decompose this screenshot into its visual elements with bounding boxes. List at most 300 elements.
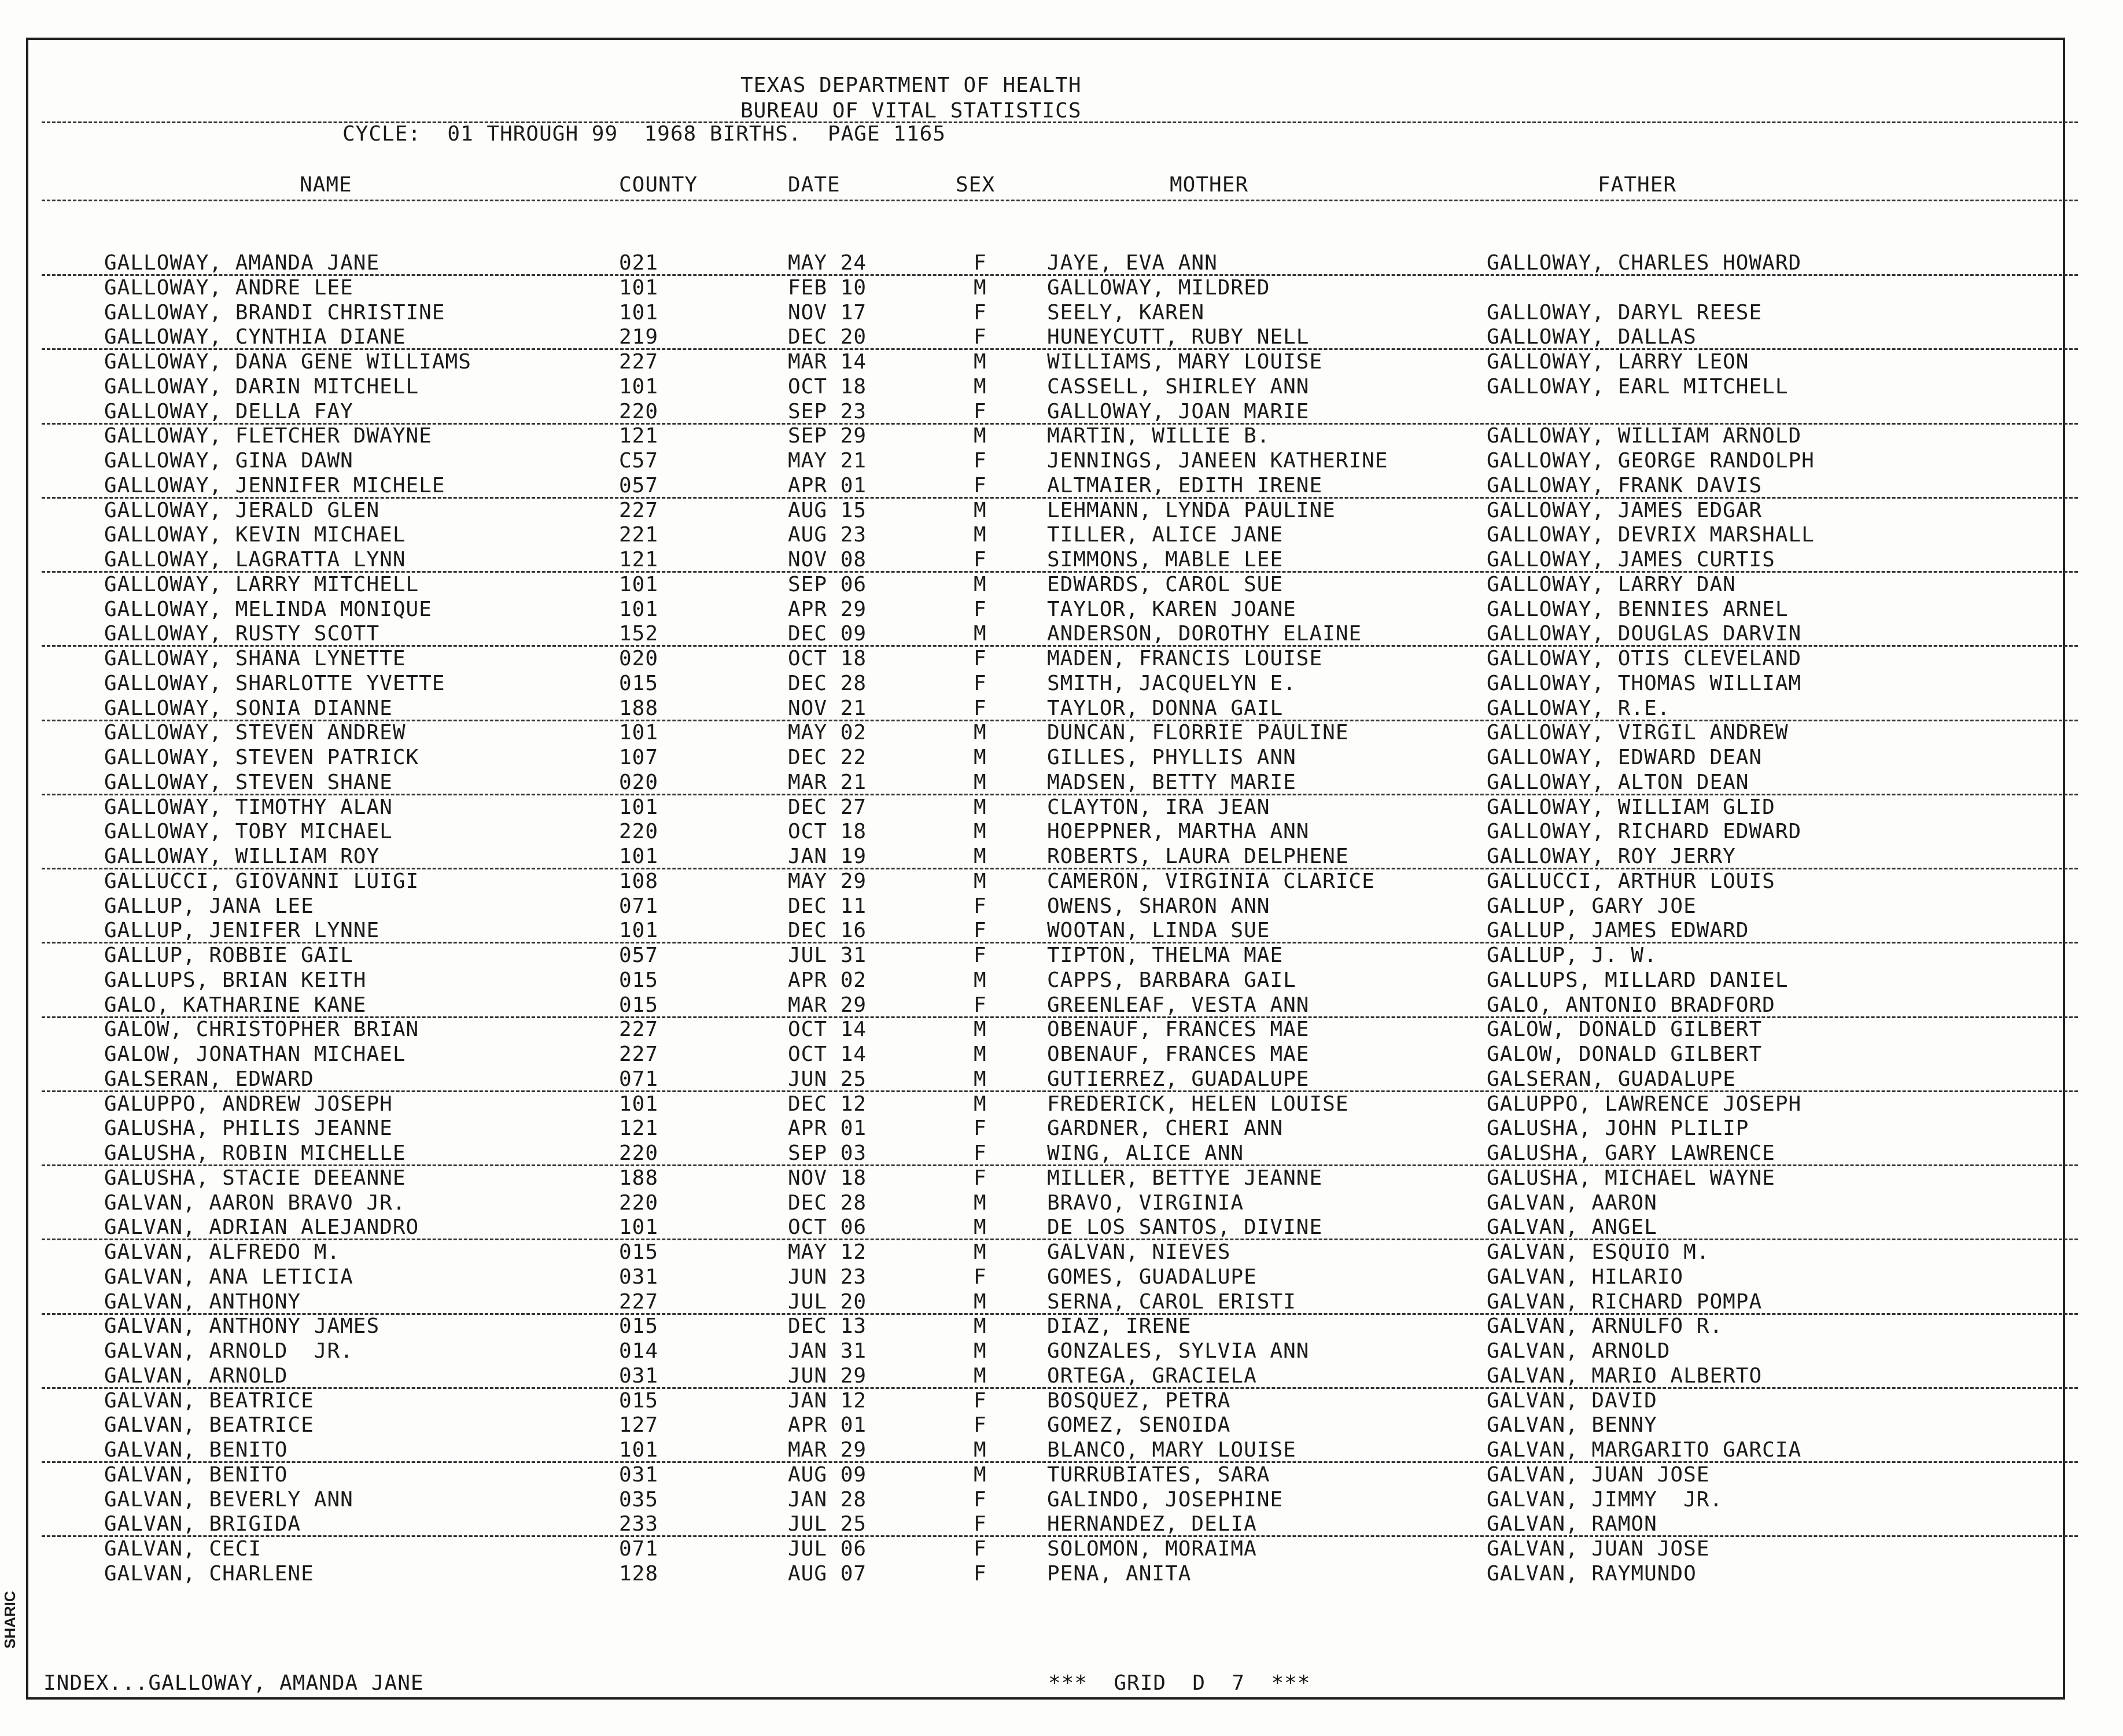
record-mother: HUNEYCUTT, RUBY NELL [1047,325,1310,349]
record-name: GALVAN, BENITO [104,1462,288,1487]
record-sex: F [974,300,987,325]
column-header-father: FATHER [1598,173,1677,197]
record-name: GALLOWAY, MELINDA MONIQUE [104,597,432,621]
record-mother: CAPPS, BARBARA GAIL [1047,968,1296,992]
record-mother: SIMMONS, MABLE LEE [1047,548,1284,572]
record-mother: SERNA, CAROL ERISTI [1047,1289,1296,1314]
record-date: APR 02 [788,968,867,992]
record-name: GALVAN, ADRIAN ALEJANDRO [104,1215,419,1240]
record-county: 015 [619,1240,659,1264]
record-name: GALVAN, BEATRICE [104,1413,314,1438]
cycle-line: CYCLE: 01 THROUGH 99 1968 BIRTHS. PAGE 1165 [342,122,946,146]
record-sex: M [974,820,987,844]
record-mother: SOLOMON, MORAIMA [1047,1537,1257,1561]
record-name: GALLUP, JANA LEE [104,894,314,918]
record-mother: GALLOWAY, MILDRED [1047,275,1270,300]
record-father: GALVAN, MARIO ALBERTO [1487,1363,1763,1388]
record-sex: F [974,1512,987,1536]
record-sex: M [974,275,987,300]
record-date: NOV 08 [788,548,867,572]
record-date: MAY 29 [788,869,867,893]
record-name: GALVAN, BEATRICE [104,1388,314,1413]
record-mother: EDWARDS, CAROL SUE [1047,572,1284,596]
record-father: GALVAN, RICHARD POMPA [1487,1289,1763,1314]
record-father: GALLOWAY, OTIS CLEVELAND [1487,647,1802,670]
record-sex: F [974,671,987,695]
record-date: DEC 28 [788,1190,867,1215]
record-father: GALLOWAY, DOUGLAS DARVIN [1487,622,1802,646]
record-sex: F [974,1561,987,1586]
record-date: SEP 23 [788,399,867,423]
record-name: GALLOWAY, STEVEN PATRICK [104,746,419,769]
record-name: GALSERAN, EDWARD [104,1067,314,1091]
record-father: GALLOWAY, JAMES CURTIS [1487,548,1775,572]
record-county: 227 [619,350,659,374]
record-name: GALUPPO, ANDREW JOSEPH [104,1092,393,1116]
record-date: AUG 07 [788,1561,867,1586]
record-mother: MADSEN, BETTY MARIE [1047,770,1296,794]
record-county: 031 [619,1462,659,1487]
record-name: GALVAN, BENITO [104,1438,288,1462]
record-county: 015 [619,671,659,695]
record-name: GALOW, CHRISTOPHER BRIAN [104,1018,419,1042]
record-sex: M [974,622,987,646]
record-county: 015 [619,993,659,1017]
record-father: GALLOWAY, BENNIES ARNEL [1487,597,1789,621]
record-county: 101 [619,374,659,399]
record-name: GALLUPS, BRIAN KEITH [104,968,367,992]
record-father: GALUPPO, LAWRENCE JOSEPH [1487,1092,1802,1116]
record-name: GALLOWAY, JERALD GLEN [104,498,380,522]
record-father: GALUSHA, MICHAEL WAYNE [1487,1166,1775,1190]
record-sex: M [974,770,987,794]
record-date: DEC 11 [788,894,867,918]
record-name: GALVAN, ANA LETICIA [104,1265,353,1289]
record-father: GALO, ANTONIO BRADFORD [1487,993,1775,1017]
record-mother: GARDNER, CHERI ANN [1047,1116,1284,1141]
record-mother: WILLIAMS, MARY LOUISE [1047,350,1323,374]
index-line: INDEX...GALLOWAY, AMANDA JANE [43,1671,424,1695]
record-county: 101 [619,275,659,300]
record-sex: M [974,1067,987,1091]
record-date: SEP 03 [788,1141,867,1165]
record-county: C57 [619,449,659,473]
record-name: GALVAN, ANTHONY JAMES [104,1314,380,1339]
record-county: 015 [619,1388,659,1413]
record-father: GALVAN, RAMON [1487,1512,1657,1536]
record-sex: M [974,1339,987,1363]
record-date: JUN 23 [788,1265,867,1289]
record-name: GALLOWAY, SHANA LYNETTE [104,647,406,670]
record-date: JUN 25 [788,1067,867,1091]
record-county: 128 [619,1561,659,1586]
record-mother: CLAYTON, IRA JEAN [1047,795,1270,819]
record-date: DEC 27 [788,795,867,819]
record-date: AUG 15 [788,498,867,522]
record-father: GALOW, DONALD GILBERT [1487,1018,1763,1042]
record-county: 031 [619,1363,659,1388]
record-sex: M [974,350,987,374]
record-mother: GONZALES, SYLVIA ANN [1047,1339,1310,1363]
record-sex: M [974,424,987,448]
record-sex: M [974,1092,987,1116]
record-father: GALLOWAY, DARYL REESE [1487,300,1763,325]
record-date: JUL 06 [788,1537,867,1561]
record-date: OCT 18 [788,820,867,844]
record-mother: GALVAN, NIEVES [1047,1240,1231,1264]
record-county: 188 [619,696,659,720]
record-mother: BRAVO, VIRGINIA [1047,1190,1244,1215]
record-sex: F [974,449,987,473]
record-sex: M [974,498,987,522]
record-name: GALOW, JONATHAN MICHAEL [104,1042,406,1066]
record-sex: M [974,1215,987,1240]
record-date: NOV 21 [788,696,867,720]
record-date: JUL 20 [788,1289,867,1314]
record-name: GALLOWAY, WILLIAM ROY [104,845,380,868]
record-county: 101 [619,1215,659,1240]
record-mother: GOMEZ, SENOIDA [1047,1413,1231,1438]
record-name: GALO, KATHARINE KANE [104,993,367,1017]
record-sex: F [974,1487,987,1512]
record-father: GALVAN, DAVID [1487,1388,1657,1413]
record-sex: F [974,1116,987,1141]
record-father: GALLOWAY, R.E. [1487,696,1671,720]
record-sex: F [974,943,987,967]
record-county: 121 [619,424,659,448]
record-date: OCT 06 [788,1215,867,1240]
record-sex: M [974,1190,987,1215]
record-date: MAR 21 [788,770,867,794]
record-mother: LEHMANN, LYNDA PAULINE [1047,498,1336,522]
record-mother: CASSELL, SHIRLEY ANN [1047,374,1310,399]
record-mother: MILLER, BETTYE JEANNE [1047,1166,1323,1190]
column-header-rule [42,200,2078,201]
record-county: 101 [619,845,659,868]
record-name: GALUSHA, STACIE DEEANNE [104,1166,406,1190]
record-name: GALLOWAY, AMANDA JANE [104,251,380,275]
record-father: GALLOWAY, EDWARD DEAN [1487,746,1763,769]
record-mother: TIPTON, THELMA MAE [1047,943,1284,967]
record-father: GALVAN, JIMMY JR. [1487,1487,1723,1512]
record-father: GALLOWAY, GEORGE RANDOLPH [1487,449,1815,473]
record-sex: F [974,597,987,621]
record-name: GALLOWAY, DELLA FAY [104,399,353,423]
record-sex: M [974,845,987,868]
record-name: GALLOWAY, LARRY MITCHELL [104,572,419,596]
record-date: OCT 14 [788,1042,867,1066]
record-father: GALVAN, JUAN JOSE [1487,1462,1710,1487]
record-county: 057 [619,943,659,967]
record-father: GALVAN, ARNULFO R. [1487,1314,1723,1339]
record-name: GALVAN, CHARLENE [104,1561,314,1586]
record-county: 101 [619,572,659,596]
column-header-mother: MOTHER [1170,173,1249,197]
column-header-county: COUNTY [619,173,698,197]
record-county: 127 [619,1413,659,1438]
record-father: GALLOWAY, LARRY DAN [1487,572,1736,596]
record-father: GALVAN, RAYMUNDO [1487,1561,1697,1586]
record-name: GALVAN, ALFREDO M. [104,1240,341,1264]
record-county: 071 [619,1067,659,1091]
record-date: OCT 18 [788,374,867,399]
record-mother: CAMERON, VIRGINIA CLARICE [1047,869,1375,893]
record-date: NOV 17 [788,300,867,325]
record-date: JUN 29 [788,1363,867,1388]
record-date: JAN 31 [788,1339,867,1363]
record-name: GALVAN, ARNOLD JR. [104,1339,353,1363]
record-name: GALUSHA, ROBIN MICHELLE [104,1141,406,1165]
record-name: GALLUP, ROBBIE GAIL [104,943,353,967]
record-father: GALLOWAY, EARL MITCHELL [1487,374,1789,399]
record-father: GALVAN, MARGARITO GARCIA [1487,1438,1802,1462]
record-father: GALLOWAY, ALTON DEAN [1487,770,1749,794]
record-sex: M [974,968,987,992]
record-sex: M [974,795,987,819]
bureau-title: BUREAU OF VITAL STATISTICS [740,99,1082,123]
record-sex: F [974,1413,987,1438]
record-date: MAR 29 [788,1438,867,1462]
record-name: GALLOWAY, KEVIN MICHAEL [104,523,406,547]
record-sex: M [974,1042,987,1066]
record-father: GALVAN, HILARIO [1487,1265,1684,1289]
record-mother: BLANCO, MARY LOUISE [1047,1438,1296,1462]
record-date: JAN 28 [788,1487,867,1512]
record-date: APR 01 [788,1116,867,1141]
record-father: GALVAN, ARNOLD [1487,1339,1671,1363]
record-date: AUG 23 [788,523,867,547]
record-name: GALUSHA, PHILIS JEANNE [104,1116,393,1141]
record-mother: GILLES, PHYLLIS ANN [1047,746,1296,769]
record-sex: F [974,251,987,275]
record-mother: GOMES, GUADALUPE [1047,1265,1257,1289]
record-father: GALLOWAY, FRANK DAVIS [1487,473,1763,497]
record-father: GALLOWAY, CHARLES HOWARD [1487,251,1802,275]
record-mother: HOEPPNER, MARTHA ANN [1047,820,1310,844]
record-county: 121 [619,548,659,572]
record-date: JUL 31 [788,943,867,967]
record-mother: HERNANDEZ, DELIA [1047,1512,1257,1536]
record-mother: TAYLOR, KAREN JOANE [1047,597,1296,621]
record-county: 015 [619,968,659,992]
record-name: GALVAN, AARON BRAVO JR. [104,1190,406,1215]
record-date: DEC 09 [788,622,867,646]
record-sex: F [974,473,987,497]
record-date: MAY 21 [788,449,867,473]
record-mother: ALTMAIER, EDITH IRENE [1047,473,1323,497]
record-sex: F [974,993,987,1017]
record-mother: GALINDO, JOSEPHINE [1047,1487,1284,1512]
record-name: GALLOWAY, JENNIFER MICHELE [104,473,445,497]
record-date: DEC 22 [788,746,867,769]
record-county: 152 [619,622,659,646]
record-date: AUG 09 [788,1462,867,1487]
record-name: GALLOWAY, STEVEN ANDREW [104,721,406,745]
record-sex: M [974,1289,987,1314]
record-mother: SMITH, JACQUELYN E. [1047,671,1296,695]
record-name: GALVAN, BEVERLY ANN [104,1487,353,1512]
record-sex: F [974,1388,987,1413]
record-date: SEP 29 [788,424,867,448]
record-name: GALLOWAY, DARIN MITCHELL [104,374,419,399]
record-name: GALLOWAY, CYNTHIA DIANE [104,325,406,349]
record-county: 101 [619,300,659,325]
record-sex: F [974,1166,987,1190]
record-county: 227 [619,1018,659,1042]
record-father: GALOW, DONALD GILBERT [1487,1042,1763,1066]
record-father: GALUSHA, GARY LAWRENCE [1487,1141,1775,1165]
record-county: 219 [619,325,659,349]
record-father: GALLOWAY, WILLIAM ARNOLD [1487,424,1802,448]
record-name: GALLUCCI, GIOVANNI LUIGI [104,869,419,893]
record-name: GALVAN, BRIGIDA [104,1512,301,1536]
record-county: 101 [619,597,659,621]
column-header-sex: SEX [956,173,996,197]
record-mother: TILLER, ALICE JANE [1047,523,1284,547]
record-name: GALVAN, CECI [104,1537,262,1561]
record-date: JUL 25 [788,1512,867,1536]
record-date: MAR 14 [788,350,867,374]
record-mother: PENA, ANITA [1047,1561,1192,1586]
record-mother: JAYE, EVA ANN [1047,251,1218,275]
record-mother: WOOTAN, LINDA SUE [1047,919,1270,943]
record-sex: M [974,572,987,596]
record-date: MAR 29 [788,993,867,1017]
record-county: 071 [619,894,659,918]
record-sex: F [974,548,987,572]
record-county: 227 [619,498,659,522]
record-name: GALVAN, ARNOLD [104,1363,288,1388]
record-mother: OBENAUF, FRANCES MAE [1047,1018,1310,1042]
record-father: GALSERAN, GUADALUPE [1487,1067,1736,1091]
record-county: 121 [619,1116,659,1141]
record-date: APR 01 [788,473,867,497]
record-name: GALLOWAY, GINA DAWN [104,449,353,473]
record-county: 057 [619,473,659,497]
record-county: 220 [619,399,659,423]
record-date: DEC 13 [788,1314,867,1339]
record-sex: F [974,399,987,423]
record-father: GALLUP, JAMES EDWARD [1487,919,1749,943]
column-header-date: DATE [788,173,841,197]
record-name: GALLOWAY, TIMOTHY ALAN [104,795,393,819]
record-mother: OWENS, SHARON ANN [1047,894,1270,918]
record-date: DEC 20 [788,325,867,349]
record-name: GALLOWAY, SHARLOTTE YVETTE [104,671,445,695]
record-county: 101 [619,919,659,943]
record-mother: ORTEGA, GRACIELA [1047,1363,1257,1388]
agency-title: TEXAS DEPARTMENT OF HEALTH [740,73,1082,97]
record-father: GALLOWAY, VIRGIL ANDREW [1487,721,1789,745]
record-sex: M [974,721,987,745]
record-sex: M [974,746,987,769]
record-sex: F [974,325,987,349]
record-sex: M [974,1314,987,1339]
record-father: GALLOWAY, LARRY LEON [1487,350,1749,374]
record-name: GALLOWAY, STEVEN SHANE [104,770,393,794]
record-county: 020 [619,770,659,794]
record-sex: M [974,374,987,399]
header-rule [42,121,2078,123]
record-date: OCT 14 [788,1018,867,1042]
record-father: GALLOWAY, DALLAS [1487,325,1697,349]
record-sex: M [974,869,987,893]
record-county: 221 [619,523,659,547]
record-county: 188 [619,1166,659,1190]
record-county: 035 [619,1487,659,1512]
record-father: GALLUCCI, ARTHUR LOUIS [1487,869,1775,893]
record-name: GALLOWAY, TOBY MICHAEL [104,820,393,844]
record-mother: ANDERSON, DOROTHY ELAINE [1047,622,1362,646]
record-name: GALLOWAY, DANA GENE WILLIAMS [104,350,471,374]
record-father: GALLOWAY, DEVRIX MARSHALL [1487,523,1815,547]
record-mother: MADEN, FRANCIS LOUISE [1047,647,1323,670]
record-date: APR 29 [788,597,867,621]
record-date: DEC 16 [788,919,867,943]
record-name: GALLUP, JENIFER LYNNE [104,919,380,943]
record-sex: F [974,1141,987,1165]
record-mother: GREENLEAF, VESTA ANN [1047,993,1310,1017]
record-mother: DIAZ, IRENE [1047,1314,1192,1339]
column-header-name: NAME [300,173,352,197]
record-date: JAN 12 [788,1388,867,1413]
record-father: GALLUP, GARY JOE [1487,894,1697,918]
record-county: 020 [619,647,659,670]
record-mother: GUTIERREZ, GUADALUPE [1047,1067,1310,1091]
record-county: 227 [619,1042,659,1066]
record-name: GALVAN, ANTHONY [104,1289,301,1314]
record-county: 071 [619,1537,659,1561]
record-sex: M [974,1018,987,1042]
record-date: MAY 02 [788,721,867,745]
record-father: GALLUP, J. W. [1487,943,1657,967]
record-father: GALVAN, ESQUIO M. [1487,1240,1710,1264]
record-mother: SEELY, KAREN [1047,300,1205,325]
record-father: GALLUPS, MILLARD DANIEL [1487,968,1789,992]
record-county: 021 [619,251,659,275]
record-county: 014 [619,1339,659,1363]
record-date: OCT 18 [788,647,867,670]
record-county: 101 [619,721,659,745]
record-mother: MARTIN, WILLIE B. [1047,424,1270,448]
record-county: 220 [619,1141,659,1165]
record-mother: BOSQUEZ, PETRA [1047,1388,1231,1413]
record-father: GALVAN, BENNY [1487,1413,1657,1438]
record-name: GALLOWAY, RUSTY SCOTT [104,622,380,646]
record-name: GALLOWAY, LAGRATTA LYNN [104,548,406,572]
record-mother: DUNCAN, FLORRIE PAULINE [1047,721,1349,745]
record-date: MAY 12 [788,1240,867,1264]
record-father: GALLOWAY, ROY JERRY [1487,845,1736,868]
record-county: 220 [619,820,659,844]
record-mother: ROBERTS, LAURA DELPHENE [1047,845,1349,868]
record-name: GALLOWAY, BRANDI CHRISTINE [104,300,445,325]
record-name: GALLOWAY, ANDRE LEE [104,275,353,300]
record-father: GALVAN, JUAN JOSE [1487,1537,1710,1561]
record-mother: GALLOWAY, JOAN MARIE [1047,399,1310,423]
record-county: 233 [619,1512,659,1536]
record-name: GALLOWAY, FLETCHER DWAYNE [104,424,432,448]
record-sex: M [974,1363,987,1388]
record-sex: M [974,523,987,547]
record-mother: FREDERICK, HELEN LOUISE [1047,1092,1349,1116]
record-father: GALLOWAY, JAMES EDGAR [1487,498,1763,522]
record-name: GALLOWAY, SONIA DIANNE [104,696,393,720]
record-mother: TAYLOR, DONNA GAIL [1047,696,1284,720]
record-date: APR 01 [788,1413,867,1438]
record-father: GALVAN, ANGEL [1487,1215,1657,1240]
record-sex: M [974,1438,987,1462]
